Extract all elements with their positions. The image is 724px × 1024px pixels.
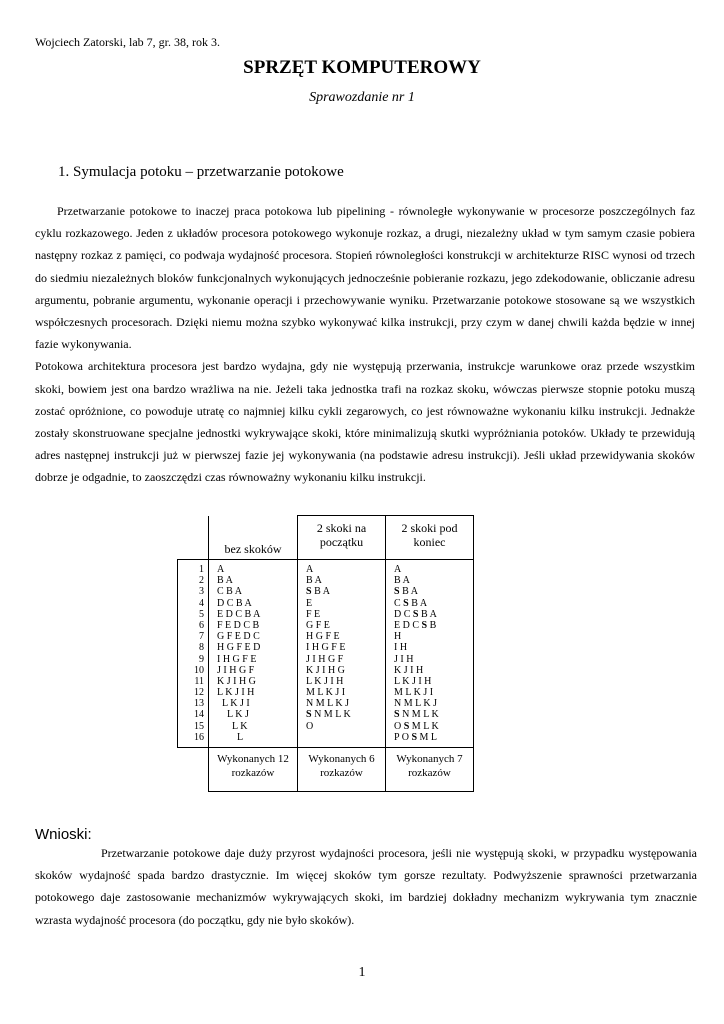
table-cell: A	[306, 564, 314, 575]
header-jumps-end: 2 skoki pod koniec	[386, 516, 474, 560]
table-cell: 12	[194, 687, 204, 699]
table-cell: A	[217, 564, 225, 575]
table-cell: L	[217, 731, 244, 743]
page-number: 1	[358, 965, 366, 980]
table-cell: 5	[199, 608, 204, 620]
footer-no-jumps: Wykonanych 12 rozkazów	[209, 748, 298, 792]
table-cell: 4	[199, 597, 204, 609]
table-cell: G F E D C	[217, 631, 260, 643]
table-cell: E	[306, 597, 313, 609]
table-cell: K J I H G	[217, 675, 256, 687]
table-cell: K J I H G	[306, 664, 345, 676]
table-cell: N M L K J	[306, 698, 349, 710]
table-cell: 10	[194, 664, 204, 676]
table-cell: G F E	[306, 619, 330, 631]
column-jumps-start	[298, 560, 386, 748]
table-cell: L K J I H	[394, 675, 432, 687]
table-cell: 13	[194, 698, 204, 710]
table-cell: H	[394, 631, 402, 643]
table-cell: B A	[306, 575, 322, 587]
table-cell: S B A	[394, 586, 418, 598]
section-heading: 1. Symulacja potoku – przetwarzanie potokowe	[58, 164, 344, 180]
table-cell: L K J I	[217, 698, 250, 710]
table-cell: J I H G F	[306, 653, 344, 665]
table-cell: H G F E	[306, 631, 340, 643]
author-line: Wojciech Zatorski, lab 7, gr. 38, rok 3.	[35, 35, 220, 49]
table-cell: I H G F E	[306, 642, 346, 654]
conclusions-paragraph: Przetwarzanie potokowe daje duży przyrost wydajności procesora, jeśli nie występują skoki, w przypadku występowania skoków wydajność spada bardzo drastycznie. Im więcej skoków tym gorsze rezultaty. Podwyższenie sprawności przetwarzania potokowego daje zastosowanie mechanizmów wykrywających skoki, im bardziej dokładny mechanizm wykrywania tym znacznie wzrasta wydajność procesora (do początku, gdy nie było skoków).	[35, 846, 697, 927]
table-cell: N M L K J	[394, 698, 437, 710]
table-cell: 3	[199, 586, 204, 598]
table-cell: M L K J I	[306, 687, 346, 699]
table-cell: M L K J I	[394, 687, 434, 699]
table-cell: F E	[306, 608, 321, 620]
page-subtitle: Sprawozdanie nr 1	[309, 90, 415, 105]
table-cell: 2	[199, 575, 204, 587]
table-cell: L K J I H	[306, 675, 344, 687]
table-cell: L K	[217, 720, 248, 732]
table-cell: I H G F E	[217, 653, 257, 665]
conclusions-text	[35, 842, 697, 931]
table-cell: A	[394, 564, 402, 575]
table-cell: I H	[394, 642, 408, 654]
footer-jumps-start: Wykonanych 6 rozkazów	[298, 748, 386, 792]
table-cell: D C S B A	[394, 608, 437, 620]
table-cell: 7	[199, 631, 204, 643]
table-cell: 11	[194, 675, 204, 687]
column-jumps-end	[386, 560, 474, 748]
footer-jumps-end: Wykonanych 7 rozkazów	[386, 748, 474, 792]
conclusions-heading: Wnioski:	[35, 826, 92, 843]
table-cell: S N M L K	[306, 709, 351, 721]
table-cell: 14	[194, 709, 204, 721]
header-no-jumps: bez skoków	[209, 516, 298, 560]
table-cell: 16	[194, 731, 204, 743]
table-cell: L K J I H	[217, 687, 255, 699]
pipeline-table	[177, 515, 474, 792]
table-cell: C B A	[217, 586, 243, 598]
table-cell: B A	[394, 575, 410, 587]
table-cell: B A	[217, 575, 233, 587]
paragraph: Przetwarzanie potokowe to inaczej praca potokowa lub pipelining - równoległe wykonywanie w procesorze poszczególnych faz cyklu rozkazowego. Jeden z układów procesora potokowego wykonuje rozkaz, a drugi, niezależny układ w tym samym czasie pobiera następny rozkaz z pamięci, co podwaja wydajność procesora. Stopień równoległości konstrukcji w architekturze RISC wynosi od trzech do siedmiu niezależnych bloków funkcjonalnych wykonujących jednocześnie pobieranie rozkazu, jego zdekodowanie, obliczanie adresu argumentu, pobranie argumentu, wykonanie operacji i przechowywanie wyniku. Przetwarzanie potokowe stosowane są we wszystkich współczesnych procesorach. Dzięki niemu można szybko wykonywać kilka instrukcji, przy czym w danej chwili każda będzie w innej fazie wykonywania.	[35, 204, 695, 352]
table-cell: E D C B A	[217, 608, 261, 620]
table-cell: E D C S B	[394, 619, 437, 631]
table-cell: O	[306, 720, 314, 732]
paragraph: Potokowa architektura procesora jest bardzo wydajna, gdy nie występują przerwania, instrukcje warunkowe oraz przede wszystkim skoki, bowiem jest ona bardzo wrażliwa na nie. Jeżeli taka jednostka trafi na rozkaz skoku, wówczas pierwsze stopnie potoku muszą zostać opróżnione, co powoduje utratę co najmniej kilku cykli zegarowych, co jest równoważne wykonaniu kilku instrukcji. Jednakże zostały skonstruowane specjalne jednostki wykrywające skoki, które minimalizują skutki wypróżniania potoków. Układy te przewidują adres następnej instrukcji już w pierwszej fazie jej wykonywania (na podstawie adresu instrukcji). Jeśli układ przewidywania skoków dobrze je odgadnie, to zaoszczędzi czas równoważny wykonaniu kilku instrukcji.	[35, 359, 695, 485]
column-no-jumps	[209, 560, 298, 748]
table-cell: 6	[199, 619, 204, 631]
table-cell: K J I H	[394, 664, 424, 676]
table-cell: P O S M L	[394, 731, 438, 743]
table-cell: J I H G F	[217, 664, 255, 676]
table-cell: S N M L K	[394, 709, 439, 721]
body-text	[35, 200, 695, 489]
table-cell: S B A	[306, 586, 330, 598]
table-cell	[306, 732, 385, 743]
table-cell: 15	[194, 720, 204, 732]
table-cell: C S B A	[394, 597, 428, 609]
table-cell: 1	[199, 564, 204, 575]
table-cell: H G F E D	[217, 642, 261, 654]
table-cell: D C B A	[217, 597, 252, 609]
table-cell: F E D C B	[217, 619, 260, 631]
table-cell: J I H	[394, 653, 414, 665]
table-cell: O S M L K	[394, 720, 439, 732]
page-title: SPRZĘT KOMPUTEROWY	[243, 57, 481, 78]
table-cell: 9	[199, 653, 204, 665]
table-cell: 8	[199, 642, 204, 654]
row-numbers	[178, 560, 209, 748]
table-cell: L K J	[217, 709, 249, 721]
header-jumps-start: 2 skoki na początku	[298, 516, 386, 560]
